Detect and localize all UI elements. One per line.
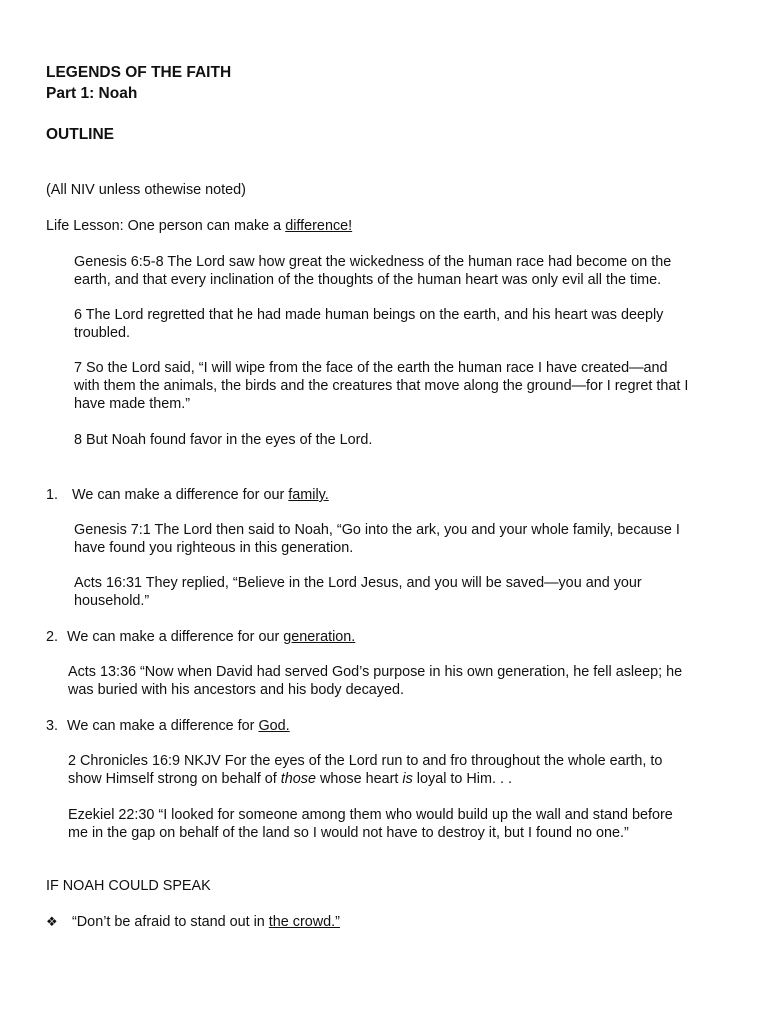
diamond-bullet-icon: ❖	[46, 915, 58, 930]
verse-line: 8 But Noah found favor in the eyes of the Lord.	[74, 432, 373, 448]
verse-line: Ezekiel 22:30 “I looked for someone among them who would build up the wall and stand before	[68, 807, 673, 823]
point-number: 1.	[46, 487, 59, 503]
verse-line: 2 Chronicles 16:9 NKJV For the eyes of the Lord run to and fro throughout the whole earth, to	[68, 753, 663, 769]
verse-line: with them the animals, the birds and the creatures that move along the ground—for I regret that I	[74, 378, 689, 394]
translation-note: (All NIV unless othewise noted)	[46, 182, 246, 198]
life-lesson-emphasis: difference!	[285, 218, 353, 234]
point-1	[46, 486, 329, 504]
verse-line: household.”	[74, 593, 150, 609]
point-3	[46, 717, 290, 735]
point-text: We can make a difference for	[67, 718, 259, 734]
verse-line: Genesis 6:5-8 The Lord saw how great the wickedness of the human race had become on the	[74, 254, 672, 270]
verse-line: have found you righteous in this generation.	[74, 540, 354, 556]
document-subtitle: Part 1: Noah	[46, 85, 138, 102]
verse-line: 7 So the Lord said, “I will wipe from the face of the earth the human race I have created—and	[74, 360, 668, 376]
verse-line: me in the gap on behalf of the land so I would not have to destroy it, but I found no one.”	[68, 825, 629, 841]
verse-line: show Himself strong on behalf of those whose heart is loyal to Him. . .	[68, 771, 512, 787]
point-2	[46, 628, 355, 646]
point-text: We can make a difference for our	[67, 629, 284, 645]
verse-line: troubled.	[74, 325, 131, 341]
verse-line: earth, and that every inclination of the thoughts of the human heart was only evil all the time.	[74, 272, 662, 288]
section-heading: IF NOAH COULD SPEAK	[46, 878, 211, 894]
document-title: LEGENDS OF THE FAITH	[46, 64, 232, 81]
life-lesson-text: Life Lesson: One person can make a	[46, 218, 286, 234]
point-text: We can make a difference for our	[72, 487, 289, 503]
bullet-text: “Don’t be afraid to stand out in	[72, 914, 269, 930]
bullet-item	[46, 913, 340, 932]
point-emphasis: family.	[288, 487, 329, 503]
verse-line: Genesis 7:1 The Lord then said to Noah, “Go into the ark, you and your whole family, because I	[74, 522, 680, 538]
life-lesson	[46, 217, 352, 235]
outline-heading: OUTLINE	[46, 126, 115, 143]
bullet-emphasis: the crowd.”	[268, 914, 340, 930]
verse-line: 6 The Lord regretted that he had made human beings on the earth, and his heart was deeply	[74, 307, 664, 323]
point-number: 2.	[46, 629, 59, 645]
point-emphasis: generation.	[283, 629, 356, 645]
verse-line: Acts 16:31 They replied, “Believe in the Lord Jesus, and you will be saved—you and your	[74, 575, 642, 591]
verse-line: Acts 13:36 “Now when David had served God’s purpose in his own generation, he fell asleep; he	[68, 664, 683, 680]
point-emphasis: God.	[258, 718, 290, 734]
point-number: 3.	[46, 718, 59, 734]
verse-line: have made them.”	[74, 396, 190, 412]
verse-line: was buried with his ancestors and his body decayed.	[68, 682, 404, 698]
